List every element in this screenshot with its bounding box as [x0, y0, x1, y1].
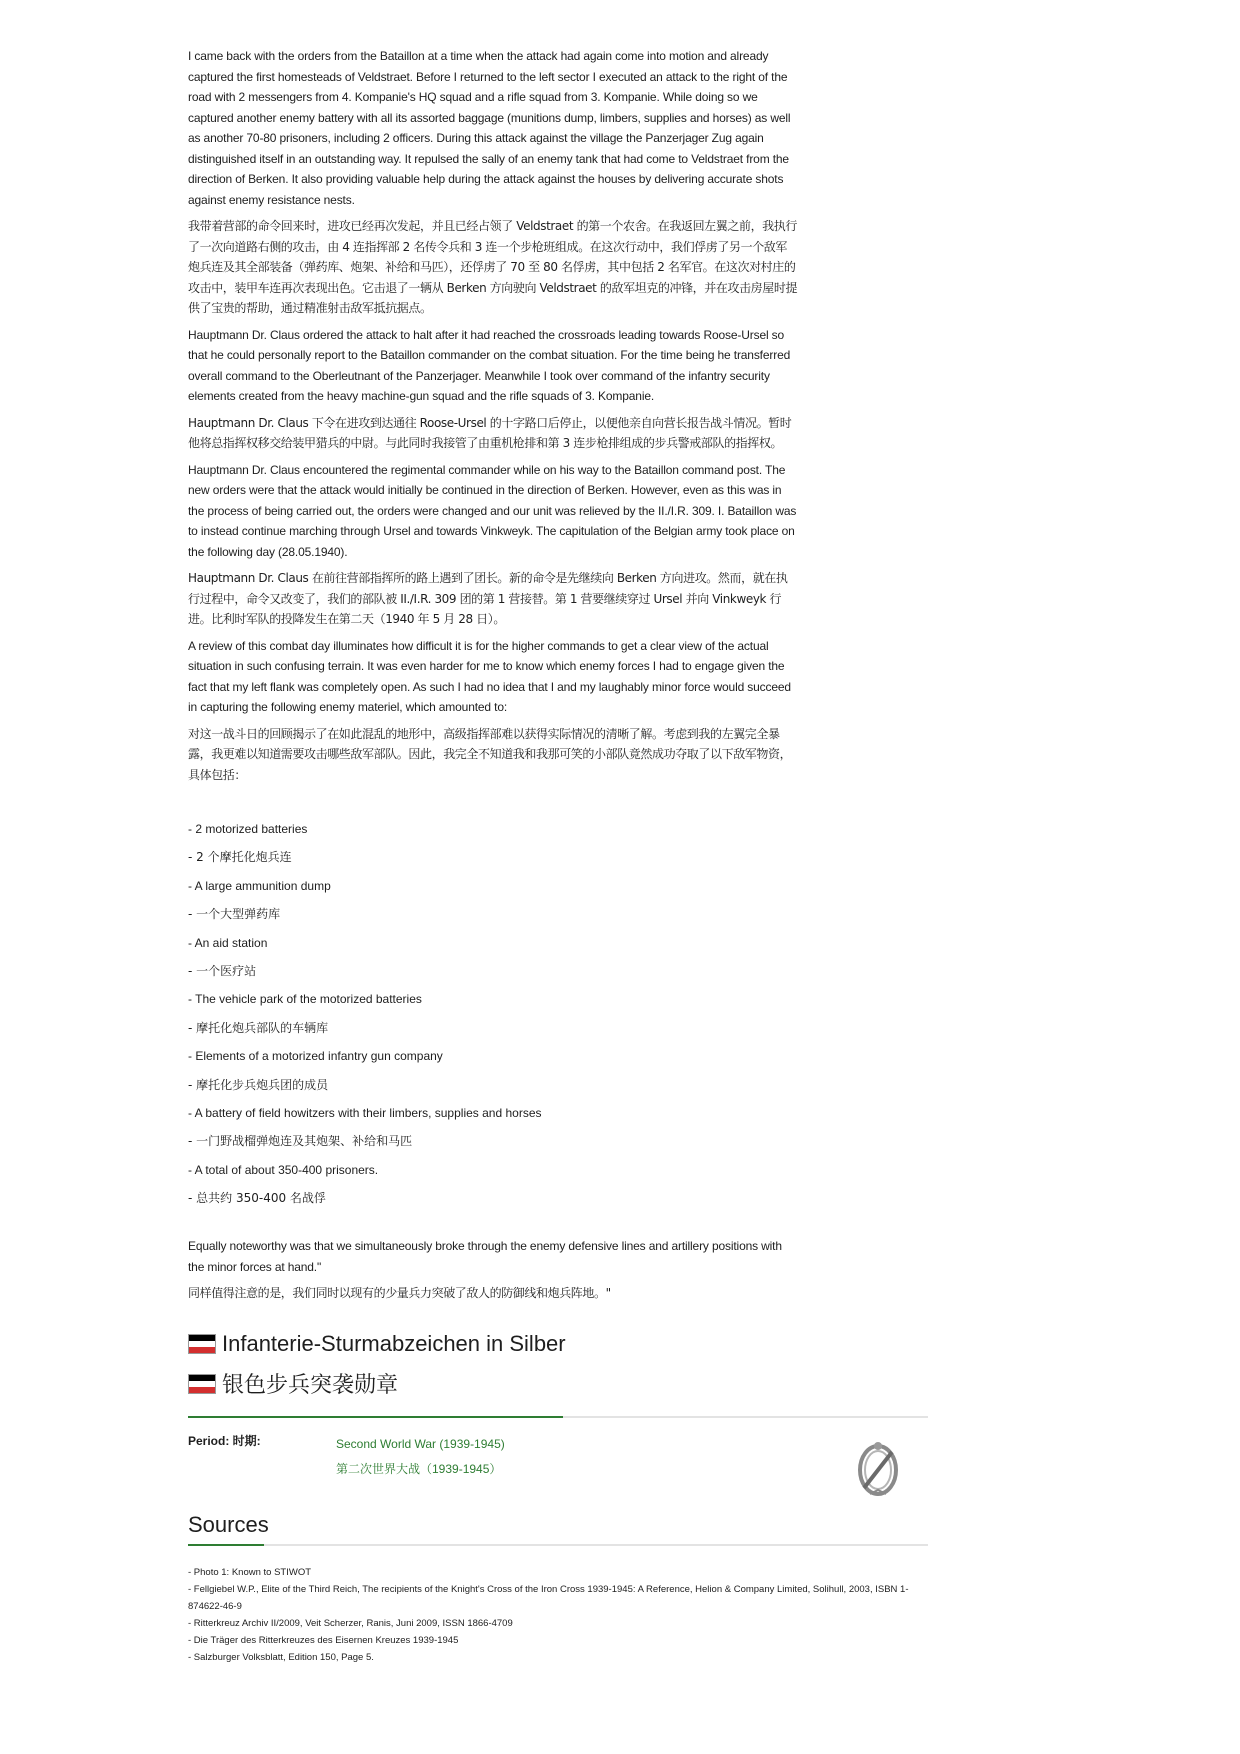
source-item: - Fellgiebel W.P., Elite of the Third Reich, The recipients of the Knight's Cross of the Iron Cross 1939-1945: A Reference, Helion & Company Limited, Solihull, 2003, ISBN 1-874622-46-9 — [188, 1583, 909, 1612]
source-item: - Die Träger des Ritterkreuzes des Eisernen Kreuzes 1939-1945 — [188, 1634, 459, 1646]
source-item: - Salzburger Volksblatt, Edition 150, Page 5. — [188, 1651, 374, 1663]
period-label: Period: 时期: — [188, 1433, 261, 1448]
list-item: - 一门野战榴弹炮连及其炮架、补给和马匹 — [188, 1134, 413, 1149]
list-item: - A total of about 350-400 prisoners. — [188, 1162, 379, 1177]
list-item: - 总共约 350-400 名战俘 — [188, 1191, 326, 1206]
article-body — [188, 46, 940, 1666]
list-item: - 摩托化炮兵部队的车辆库 — [188, 1020, 329, 1035]
spacer — [188, 791, 940, 815]
paragraph-en: Hauptmann Dr. Claus encountered the regimental commander while on his way to the Bataillon command post. The new orders were that the attack would initially be continued in the direction of Berken. However, even as this was in the process of being carried out, the orders were changed and our unit was relieved by the II./I.R. 309. I. Bataillon was to instead continue marching through Ursel and towards Vinkweyk. The capitulation of the Belgian army took place on the following day (28.05.1940). — [188, 462, 797, 559]
medal-period — [188, 1432, 928, 1504]
section-divider — [188, 1544, 928, 1546]
paragraph-en: Hauptmann Dr. Claus ordered the attack to halt after it had reached the crossroads leading towards Roose-Ursel so that he could personally report to the Bataillon commander on the combat situation. For the time being he transferred overall command to the Oberleutnant of the Panzerjager. Meanwhile I took over command of the infantry security elements created from the heavy machine-gun squad and the rifle squads of 3. Kompanie. — [188, 327, 791, 403]
list-item: - The vehicle park of the motorized batteries — [188, 992, 422, 1007]
list-item: - Elements of a motorized infantry gun company — [188, 1049, 443, 1064]
medal-title-cn: 银色步兵突袭勋章 — [222, 1372, 399, 1398]
list-item: - 一个医疗站 — [188, 963, 257, 978]
list-item: - A battery of field howitzers with their limbers, supplies and horses — [188, 1105, 542, 1120]
paragraph-en: A review of this combat day illuminates how difficult it is for the higher commands to get a clear view of the actual situation in such confusing terrain. It was even harder for me to know which enemy forces I had to engage given the fact that my left flank was completely open. As such I had no idea that I and my laughably minor force would succeed in capturing the following enemy materiel, which amounted to: — [188, 638, 791, 714]
medal-heading-cn — [188, 1364, 940, 1404]
closing-paragraph-en: Equally noteworthy was that we simultaneously broke through the enemy defensive lines and artillery positions with the minor forces at hand." — [188, 1239, 782, 1274]
list-item: - 2 motorized batteries — [188, 822, 308, 836]
paragraph-en: I came back with the orders from the Bataillon at a time when the attack had again come into motion and already captured the first homesteads of Veldstraet. Before I returned to the left sector I executed an attack to the right of the road with 2 messengers from 4. Kompanie's HQ squad and a rifle squad from 3. Kompanie. While doing so we captured another enemy battery with all its assorted baggage (munitions dump, limbers, supplies and horses) as well as another 70-80 prisoners, including 2 officers. During this attack against the village the Panzerjager Zug again distinguished itself in an outstanding way. It repulsed the sally of an enemy tank that had come to Veldstraet from the direction of Berken. It also providing valuable help during the attack against the houses by delivering accurate shots against enemy resistance nests. — [188, 49, 791, 207]
paragraph-cn: Hauptmann Dr. Claus 在前往营部指挥所的路上遇到了团长。新的命令是先继续向 Berken 方向进攻。然而，就在执行过程中，命令又改变了，我们的部队被 II./I.R. 309 团的第 1 营接替。第 1 营要继续穿过 Ursel 并向 Vinkweyk 行进。比利时军队的投降发生在第二天（1940 年 5 月 28 日）。 — [188, 571, 788, 626]
spacer — [188, 1212, 940, 1236]
source-item: - Photo 1: Known to STIWOT — [188, 1566, 312, 1578]
section-divider — [188, 1416, 928, 1418]
closing-paragraph-cn: 同样值得注意的是，我们同时以现有的少量兵力突破了敌人的防御线和炮兵阵地。" — [188, 1286, 611, 1301]
german-flag-icon — [188, 1374, 216, 1394]
source-item: - Ritterkreuz Archiv II/2009, Veit Scherzer, Ranis, Juni 2009, ISSN 1866-4709 — [188, 1617, 513, 1629]
list-item: - 摩托化步兵炮兵团的成员 — [188, 1077, 329, 1092]
period-link-en[interactable]: Second World War (1939-1945) — [336, 1436, 505, 1451]
medal-heading-en — [188, 1324, 940, 1364]
period-value — [336, 1432, 505, 1482]
sources-heading: Sources — [188, 1511, 269, 1537]
paragraph-cn: 我带着营部的命令回来时，进攻已经再次发起，并且已经占领了 Veldstraet 的第一个农舍。在我返回左翼之前，我执行了一次向道路右侧的攻击，由 4 连指挥部 2 名传令兵和 3 连一个步枪班组成。在这次行动中，我们俘虏了另一个敌军炮兵连及其全部装备（弹药库、炮架、补给和马匹），还俘虏了 70 至 80 名俘虏，其中包括 2 名军官。在这次对村庄的攻击中，装甲车连再次表现出色。它击退了一辆从 Berken 方向驶向 Veldstraet 的敌军坦克的冲锋，并在攻击房屋时提供了宝贵的帮助，通过精准射击敌军抵抗据点。 — [188, 219, 798, 315]
period-link-cn[interactable]: 第二次世界大战（1939-1945） — [336, 1461, 502, 1476]
list-item: - An aid station — [188, 935, 268, 950]
german-flag-icon — [188, 1334, 216, 1354]
infantry-assault-badge-icon — [854, 1440, 902, 1500]
paragraph-cn: 对这一战斗日的回顾揭示了在如此混乱的地形中，高级指挥部难以获得实际情况的清晰了解。考虑到我的左翼完全暴露，我更难以知道需要攻击哪些敌军部队。因此，我完全不知道我和我那可笑的小部队竟然成功夺取了以下敌军物资，具体包括： — [188, 726, 792, 782]
list-item: - 一个大型弹药库 — [188, 907, 281, 922]
sources-list — [188, 1564, 940, 1666]
paragraph-cn: Hauptmann Dr. Claus 下令在进攻到达通往 Roose-Ursel 的十字路口后停止，以便他亲自向营长报告战斗情况。暂时他将总指挥权移交给装甲猎兵的中尉。与此同时我接管了由重机枪排和第 3 连步枪排组成的步兵警戒部队的指挥权。 — [188, 415, 792, 450]
medal-title-en: Infanterie-Sturmabzeichen in Silber — [222, 1330, 566, 1356]
materiel-list — [188, 815, 940, 1212]
list-item: - A large ammunition dump — [188, 878, 331, 893]
list-item: - 2 个摩托化炮兵连 — [188, 850, 292, 865]
